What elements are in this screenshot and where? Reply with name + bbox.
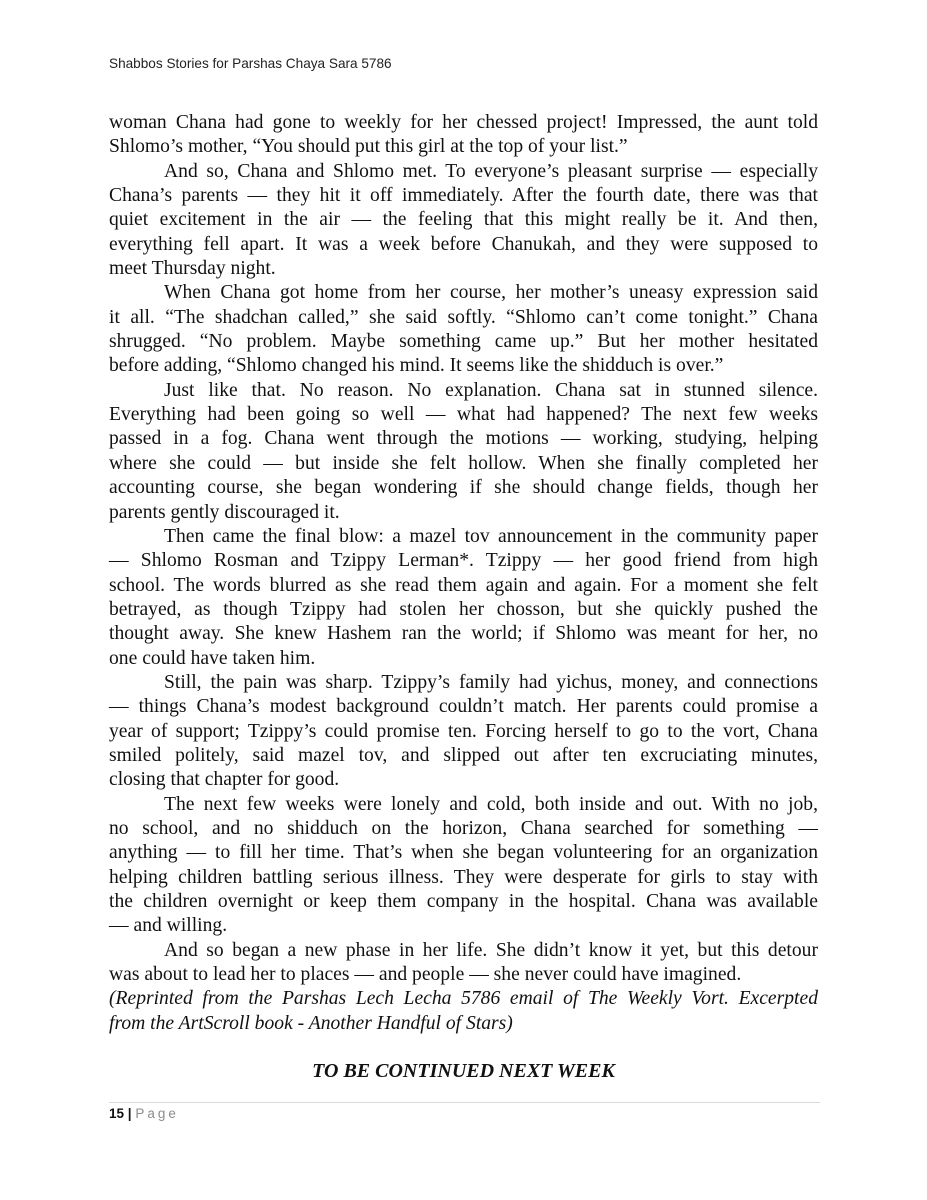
text-line: closing that chapter for good. [109, 769, 340, 791]
text-line: meet Thursday night. [109, 258, 276, 280]
text-line: it all. “The shadchan called,” she said softly. “Shlomo can’t come tonight.” Chana [109, 306, 818, 328]
paragraph [109, 281, 818, 378]
running-header: Shabbos Stories for Parshas Chaya Sara 5786 [109, 56, 392, 71]
paragraph [109, 939, 818, 988]
text-line: And so, Chana and Shlomo met. To everyone’s pleasant surprise — especially [164, 160, 818, 182]
text-line: accounting course, she began wondering if she should change fields, though her [109, 477, 818, 499]
text-line: smiled politely, said mazel tov, and slipped out after ten excruciating minutes, [109, 744, 818, 766]
text-line: — Shlomo Rosman and Tzippy Lerman*. Tzippy — her good friend from high [109, 550, 818, 572]
text-line: passed in a fog. Chana went through the motions — working, studying, helping [109, 428, 818, 450]
text-line: Still, the pain was sharp. Tzippy’s family had yichus, money, and connections [164, 671, 818, 693]
text-line: betrayed, as though Tzippy had stolen her chosson, but she quickly pushed the [109, 598, 818, 620]
text-line: the children overnight or keep them company in the hospital. Chana was available [109, 891, 818, 912]
text-line: parents gently discouraged it. [109, 501, 340, 523]
text-line: shrugged. “No problem. Maybe something came up.” But her mother hesitated [109, 331, 818, 353]
text-line: Then came the final blow: a mazel tov announcement in the community paper [164, 525, 818, 547]
text-line: The next few weeks were lonely and cold, both inside and out. With no job, [164, 793, 818, 815]
text-line: Chana’s parents — they hit it off immediately. After the fourth date, there was that [109, 185, 818, 207]
text-line: from the ArtScroll book - Another Handful of Stars) [109, 1012, 513, 1034]
paragraph [109, 379, 818, 525]
text-line: everything fell apart. It was a week before Chanukah, and they were supposed to [109, 233, 818, 255]
footer-separator: | [127, 1106, 132, 1121]
text-line: one could have taken him. [109, 647, 316, 669]
text-line: — things Chana’s modest background couldn’t match. Her parents could promise a [109, 696, 818, 718]
text-line: where she could — but inside she felt hollow. When she finally completed her [109, 452, 818, 474]
page-footer [109, 1106, 179, 1121]
text-line: anything — to fill her time. That’s when she began volunteering for an organization [109, 842, 818, 864]
text-line: year of support; Tzippy’s could promise ten. Forcing herself to go to the vort, Chana [109, 720, 818, 742]
text-line: (Reprinted from the Parshas Lech Lecha 5786 email of The Weekly Vort. Excerpted [109, 988, 818, 1010]
to-be-continued-note: TO BE CONTINUED NEXT WEEK [312, 1060, 615, 1082]
text-line: Everything had been going so well — what had happened? The next few weeks [109, 404, 818, 426]
paragraph [109, 160, 818, 282]
text-line: thought away. She knew Hashem ran the world; if Shlomo was meant for her, no [109, 623, 818, 645]
footer-divider [109, 1102, 820, 1103]
text-line: helping children battling serious illness. They were desperate for girls to stay with [109, 866, 818, 888]
text-line: before adding, “Shlomo changed his mind. It seems like the shidduch is over.” [109, 355, 724, 377]
page-number: 15 [109, 1106, 125, 1121]
text-line: no school, and no shidduch on the horizon, Chana searched for something — [109, 817, 818, 839]
article-body [109, 111, 818, 1036]
text-line: Just like that. No reason. No explanation. Chana sat in stunned silence. [164, 379, 818, 401]
text-line: was about to lead her to places — and people — she never could have imagined. [109, 964, 742, 986]
paragraph [109, 671, 818, 793]
text-line: — and willing. [109, 915, 228, 937]
text-line: And so began a new phase in her life. She didn’t know it yet, but this detour [164, 939, 818, 961]
paragraph [109, 111, 818, 160]
text-line: school. The words blurred as she read them again and again. For a moment she felt [109, 574, 818, 596]
text-line: quiet excitement in the air — the feeling that this might really be it. And then, [109, 209, 818, 231]
text-line: Shlomo’s mother, “You should put this girl at the top of your list.” [109, 136, 628, 158]
source-citation [109, 987, 818, 1036]
paragraph [109, 525, 818, 671]
text-line: woman Chana had gone to weekly for her chessed project! Impressed, the aunt told [109, 112, 818, 133]
paragraph [109, 793, 818, 939]
text-line: When Chana got home from her course, her mother’s uneasy expression said [164, 282, 818, 304]
page-label: Page [135, 1106, 179, 1121]
